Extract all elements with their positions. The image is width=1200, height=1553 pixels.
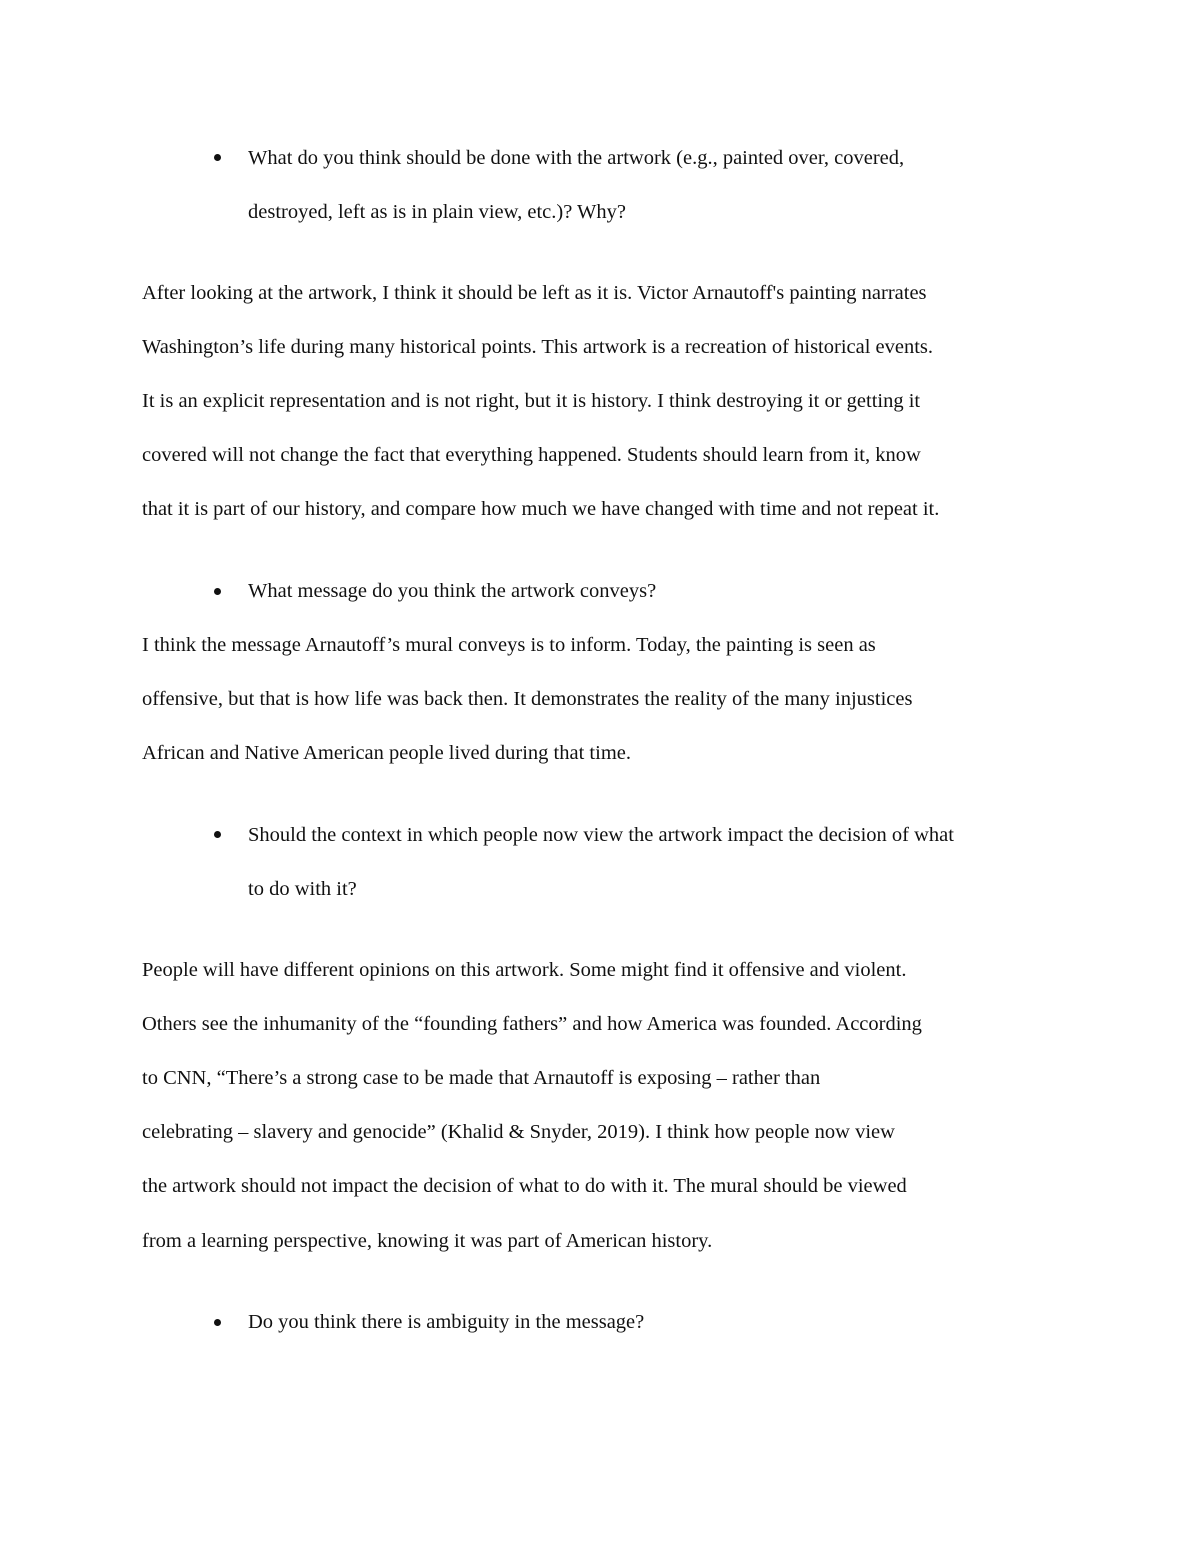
question-text: What do you think should be done with the artwork (e.g., painted over, covered,: [248, 147, 905, 169]
answer-text: offensive, but that is how life was back then. It demonstrates the reality of the many injustices: [142, 688, 913, 710]
question-text: to do with it?: [248, 878, 357, 900]
answer-text: African and Native American people lived during that time.: [142, 742, 631, 764]
answer-text: from a learning perspective, knowing it was part of American history.: [142, 1230, 713, 1252]
answer-text: Others see the inhumanity of the “founding fathers” and how America was founded. According: [142, 1013, 922, 1035]
bullet-icon: [214, 1319, 221, 1326]
answer-text: covered will not change the fact that everything happened. Students should learn from it, know: [142, 444, 921, 466]
bullet-icon: [214, 154, 221, 161]
question-text: destroyed, left as is in plain view, etc.)? Why?: [248, 201, 626, 223]
answer-text: the artwork should not impact the decision of what to do with it. The mural should be viewed: [142, 1175, 907, 1197]
answer-text: I think the message Arnautoff’s mural conveys is to inform. Today, the painting is seen as: [142, 634, 876, 656]
answer-text: Washington’s life during many historical points. This artwork is a recreation of historical events.: [142, 336, 934, 358]
bullet-icon: [214, 831, 221, 838]
answer-text: It is an explicit representation and is not right, but it is history. I think destroying it or getting it: [142, 390, 921, 412]
question-text: Do you think there is ambiguity in the message?: [248, 1311, 645, 1333]
bullet-icon: [214, 588, 221, 595]
answer-text: celebrating – slavery and genocide” (Khalid & Snyder, 2019). I think how people now view: [142, 1121, 895, 1143]
answer-text: that it is part of our history, and compare how much we have changed with time and not repeat it.: [142, 498, 940, 520]
answer-text: After looking at the artwork, I think it should be left as it is. Victor Arnautoff's painting narrates: [142, 282, 927, 304]
answer-text: People will have different opinions on this artwork. Some might find it offensive and violent.: [142, 959, 907, 981]
question-text: What message do you think the artwork conveys?: [248, 580, 657, 602]
question-text: Should the context in which people now view the artwork impact the decision of what: [248, 824, 954, 846]
answer-text: to CNN, “There’s a strong case to be made that Arnautoff is exposing – rather than: [142, 1067, 821, 1089]
